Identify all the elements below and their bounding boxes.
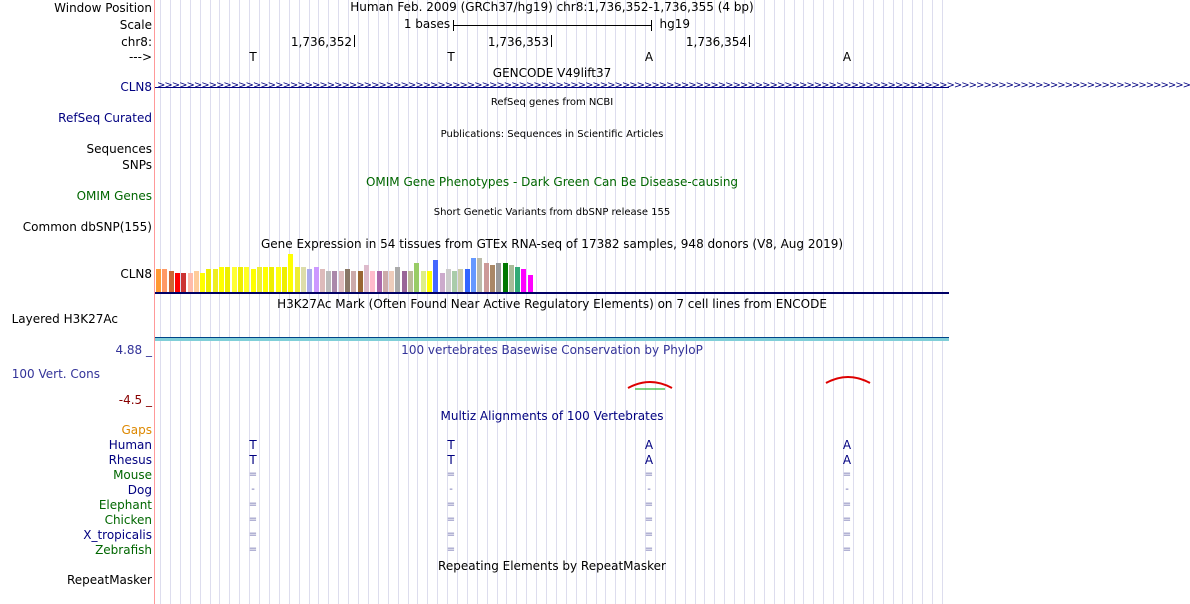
- refseq-track-label[interactable]: RefSeq Curated: [58, 111, 152, 125]
- phylop-track-title: 100 vertebrates Basewise Conservation by PhyloP: [401, 343, 703, 357]
- strand-label: --->: [128, 50, 152, 64]
- species-chicken-label[interactable]: Chicken: [104, 513, 152, 527]
- species-human-label[interactable]: Human: [108, 438, 152, 452]
- alignment-base-chicken: =: [842, 514, 852, 525]
- window-position-text: Human Feb. 2009 (GRCh37/hg19) chr8:1,736,352-1,736,355 (4 bp): [350, 0, 754, 14]
- gtex-tissue-bar[interactable]: [282, 267, 287, 292]
- alignment-base-zebrafish: =: [248, 544, 258, 555]
- gencode-track-title: GENCODE V49lift37: [492, 66, 612, 80]
- gtex-tissue-bar[interactable]: [307, 269, 312, 292]
- alignment-base-mouse: =: [248, 469, 258, 480]
- alignment-base-mouse: =: [644, 469, 654, 480]
- alignment-base-dog: -: [647, 484, 651, 495]
- gtex-baseline: [155, 292, 949, 294]
- gtex-tissue-bar[interactable]: [358, 271, 363, 292]
- h3k27ac-track-label[interactable]: Layered H3K27Ac: [11, 312, 118, 326]
- omim-track-title: OMIM Gene Phenotypes - Dark Green Can Be Disease-causing: [365, 175, 739, 189]
- gtex-tissue-bar[interactable]: [181, 273, 186, 292]
- gtex-tissue-bar[interactable]: [414, 263, 419, 292]
- gtex-tissue-bar[interactable]: [332, 271, 337, 292]
- species-dog-label[interactable]: Dog: [127, 483, 152, 497]
- refseq-track-title: RefSeq genes from NCBI: [490, 97, 614, 108]
- gtex-tissue-bar[interactable]: [408, 271, 413, 292]
- gaps-label: Gaps: [121, 423, 152, 437]
- snps-track-label[interactable]: SNPs: [122, 158, 152, 172]
- scale-bar-cap-right: [651, 20, 652, 31]
- repeatmasker-track-label[interactable]: RepeatMasker: [66, 573, 152, 587]
- species-mouse-label[interactable]: Mouse: [113, 468, 152, 482]
- alignment-base-zebrafish: =: [644, 544, 654, 555]
- gtex-tissue-bar[interactable]: [206, 269, 211, 292]
- alignment-base-zebrafish: =: [446, 544, 456, 555]
- alignment-base-elephant: =: [446, 499, 456, 510]
- chr-label: chr8:: [121, 35, 152, 49]
- cons-min-label: -4.5 _: [118, 393, 152, 407]
- gtex-tissue-bar[interactable]: [503, 263, 508, 292]
- gtex-tissue-bar[interactable]: [440, 273, 445, 292]
- alignment-base-mouse: =: [842, 469, 852, 480]
- gtex-tissue-bar[interactable]: [421, 271, 426, 292]
- gtex-tissue-bar[interactable]: [251, 269, 256, 292]
- alignment-base-chicken: =: [644, 514, 654, 525]
- gtex-tissue-bar[interactable]: [389, 271, 394, 292]
- gtex-tissue-bar[interactable]: [244, 267, 249, 292]
- scale-bar: [453, 25, 652, 26]
- gtex-tissue-bar[interactable]: [276, 267, 281, 292]
- alignment-base-rhesus: T: [249, 453, 257, 467]
- dbsnp-track-title: Short Genetic Variants from dbSNP release 155: [433, 207, 671, 218]
- coord-label-2: 1,736,353: [487, 35, 549, 49]
- gtex-tissue-bar[interactable]: [509, 265, 514, 292]
- alignment-base-elephant: =: [842, 499, 852, 510]
- cons-track-label[interactable]: 100 Vert. Cons: [11, 367, 100, 381]
- gtex-tissue-bar[interactable]: [314, 267, 319, 292]
- gtex-tissue-bar[interactable]: [458, 269, 463, 292]
- alignment-base-human: A: [644, 438, 654, 452]
- alignment-base-xtrop: =: [446, 529, 456, 540]
- alignment-base-rhesus: A: [842, 453, 852, 467]
- alignment-base-xtrop: =: [248, 529, 258, 540]
- gtex-tissue-bar[interactable]: [162, 269, 167, 292]
- gtex-tissue-bar[interactable]: [263, 267, 268, 292]
- alignment-base-rhesus: T: [447, 453, 455, 467]
- gtex-tissue-bar[interactable]: [364, 265, 369, 292]
- gtex-expression-bars[interactable]: [155, 250, 555, 292]
- gtex-tissue-bar[interactable]: [219, 267, 224, 292]
- species-zebrafish-label[interactable]: Zebrafish: [95, 543, 152, 557]
- coord-tick-1: [354, 35, 355, 47]
- base-letter: A: [644, 50, 654, 64]
- gtex-tissue-bar[interactable]: [452, 271, 457, 292]
- alignment-base-xtrop: =: [644, 529, 654, 540]
- dbsnp-track-label[interactable]: Common dbSNP(155): [22, 220, 152, 234]
- alignment-base-human: T: [249, 438, 257, 452]
- alignment-base-elephant: =: [248, 499, 258, 510]
- scale-text: 1 bases: [403, 17, 451, 31]
- alignment-base-dog: -: [251, 484, 255, 495]
- gtex-tissue-bar[interactable]: [156, 269, 161, 292]
- coord-tick-3: [749, 35, 750, 47]
- gtex-tissue-bar[interactable]: [301, 267, 306, 292]
- alignment-base-chicken: =: [446, 514, 456, 525]
- gtex-tissue-bar[interactable]: [490, 265, 495, 292]
- gtex-tissue-bar[interactable]: [225, 267, 230, 292]
- gtex-gene-label[interactable]: CLN8: [120, 267, 152, 281]
- gtex-tissue-bar[interactable]: [213, 269, 218, 292]
- gtex-tissue-bar[interactable]: [515, 267, 520, 292]
- species-xtropicalis-label[interactable]: X_tropicalis: [83, 528, 152, 542]
- omim-track-label[interactable]: OMIM Genes: [76, 189, 152, 203]
- gtex-tissue-bar[interactable]: [477, 258, 482, 292]
- base-letter: T: [249, 50, 257, 64]
- gtex-tissue-bar[interactable]: [326, 271, 331, 292]
- gtex-track-title: Gene Expression in 54 tissues from GTEx RNA-seq of 17382 samples, 948 donors (V8, Aug 2019): [260, 237, 844, 251]
- gtex-tissue-bar[interactable]: [521, 269, 526, 292]
- alignment-base-mouse: =: [446, 469, 456, 480]
- gtex-tissue-bar[interactable]: [188, 273, 193, 292]
- alignment-base-rhesus: A: [644, 453, 654, 467]
- gtex-tissue-bar[interactable]: [471, 258, 476, 292]
- gtex-tissue-bar[interactable]: [484, 263, 489, 292]
- multiz-track-title: Multiz Alignments of 100 Vertebrates: [440, 409, 664, 423]
- gtex-tissue-bar[interactable]: [295, 267, 300, 292]
- gtex-tissue-bar[interactable]: [351, 271, 356, 292]
- alignment-base-zebrafish: =: [842, 544, 852, 555]
- gtex-tissue-bar[interactable]: [465, 269, 470, 292]
- gtex-tissue-bar[interactable]: [175, 273, 180, 292]
- assembly-label: hg19: [659, 17, 690, 31]
- base-letter: A: [842, 50, 852, 64]
- gtex-tissue-bar[interactable]: [433, 260, 438, 292]
- gtex-tissue-bar[interactable]: [528, 275, 533, 292]
- alignment-base-xtrop: =: [842, 529, 852, 540]
- phylop-peak-2: [823, 373, 873, 387]
- alignment-base-elephant: =: [644, 499, 654, 510]
- gtex-tissue-bar[interactable]: [232, 267, 237, 292]
- gtex-tissue-bar[interactable]: [377, 271, 382, 292]
- gtex-tissue-bar[interactable]: [395, 267, 400, 292]
- sequences-track-label[interactable]: Sequences: [86, 142, 152, 156]
- gtex-tissue-bar[interactable]: [238, 267, 243, 292]
- cln8-strand-arrows: >>>>>>>>>>>>>>>>>>>>>>>>>>>>>>>>>>>>>>>>>>>>>>>>>>>>>>>>>>>>>>>>>>>>>>>>>>>>>>>>>>>>>>>>>>>>>>>>>>>>>>>>>>>>>>>>>>>>>>>>>>>>>>>>>>>>>>>>>>>>: [157, 80, 1190, 91]
- gtex-tissue-bar[interactable]: [200, 273, 205, 292]
- gtex-tissue-bar[interactable]: [496, 263, 501, 292]
- h3k27ac-track-title: H3K27Ac Mark (Often Found Near Active Regulatory Elements) on 7 cell lines from ENCODE: [277, 297, 827, 311]
- gtex-tissue-bar[interactable]: [446, 269, 451, 292]
- coord-label-1: 1,736,352: [290, 35, 352, 49]
- window-position-label: Window Position: [54, 1, 152, 15]
- alignment-base-dog: -: [845, 484, 849, 495]
- cln8-track-label[interactable]: CLN8: [120, 80, 152, 94]
- base-letter: T: [447, 50, 455, 64]
- gtex-tissue-bar[interactable]: [339, 271, 344, 292]
- gtex-tissue-bar[interactable]: [320, 269, 325, 292]
- scale-label: Scale: [119, 18, 152, 32]
- gtex-tissue-bar[interactable]: [169, 271, 174, 292]
- coord-label-3: 1,736,354: [685, 35, 747, 49]
- gtex-tissue-bar[interactable]: [269, 267, 274, 292]
- alignment-base-human: T: [447, 438, 455, 452]
- alignment-base-human: A: [842, 438, 852, 452]
- species-elephant-label[interactable]: Elephant: [98, 498, 152, 512]
- label-separator: [154, 0, 155, 604]
- publications-track-title: Publications: Sequences in Scientific Articles: [440, 129, 664, 140]
- h3k27ac-signal[interactable]: [155, 337, 949, 341]
- coord-tick-2: [551, 35, 552, 47]
- phylop-peak-1: [625, 378, 675, 392]
- gtex-tissue-bar[interactable]: [194, 271, 199, 292]
- alignment-base-dog: -: [449, 484, 453, 495]
- gtex-tissue-bar[interactable]: [383, 271, 388, 292]
- alignment-base-chicken: =: [248, 514, 258, 525]
- gtex-tissue-bar[interactable]: [257, 267, 262, 292]
- cons-max-label: 4.88 _: [115, 343, 152, 357]
- scale-bar-cap-left: [453, 20, 454, 31]
- species-rhesus-label[interactable]: Rhesus: [108, 453, 152, 467]
- gtex-tissue-bar[interactable]: [370, 271, 375, 292]
- repeatmasker-track-title: Repeating Elements by RepeatMasker: [438, 559, 666, 573]
- gtex-tissue-bar[interactable]: [288, 254, 293, 292]
- gtex-tissue-bar[interactable]: [345, 269, 350, 292]
- gtex-tissue-bar[interactable]: [402, 271, 407, 292]
- gtex-tissue-bar[interactable]: [427, 271, 432, 292]
